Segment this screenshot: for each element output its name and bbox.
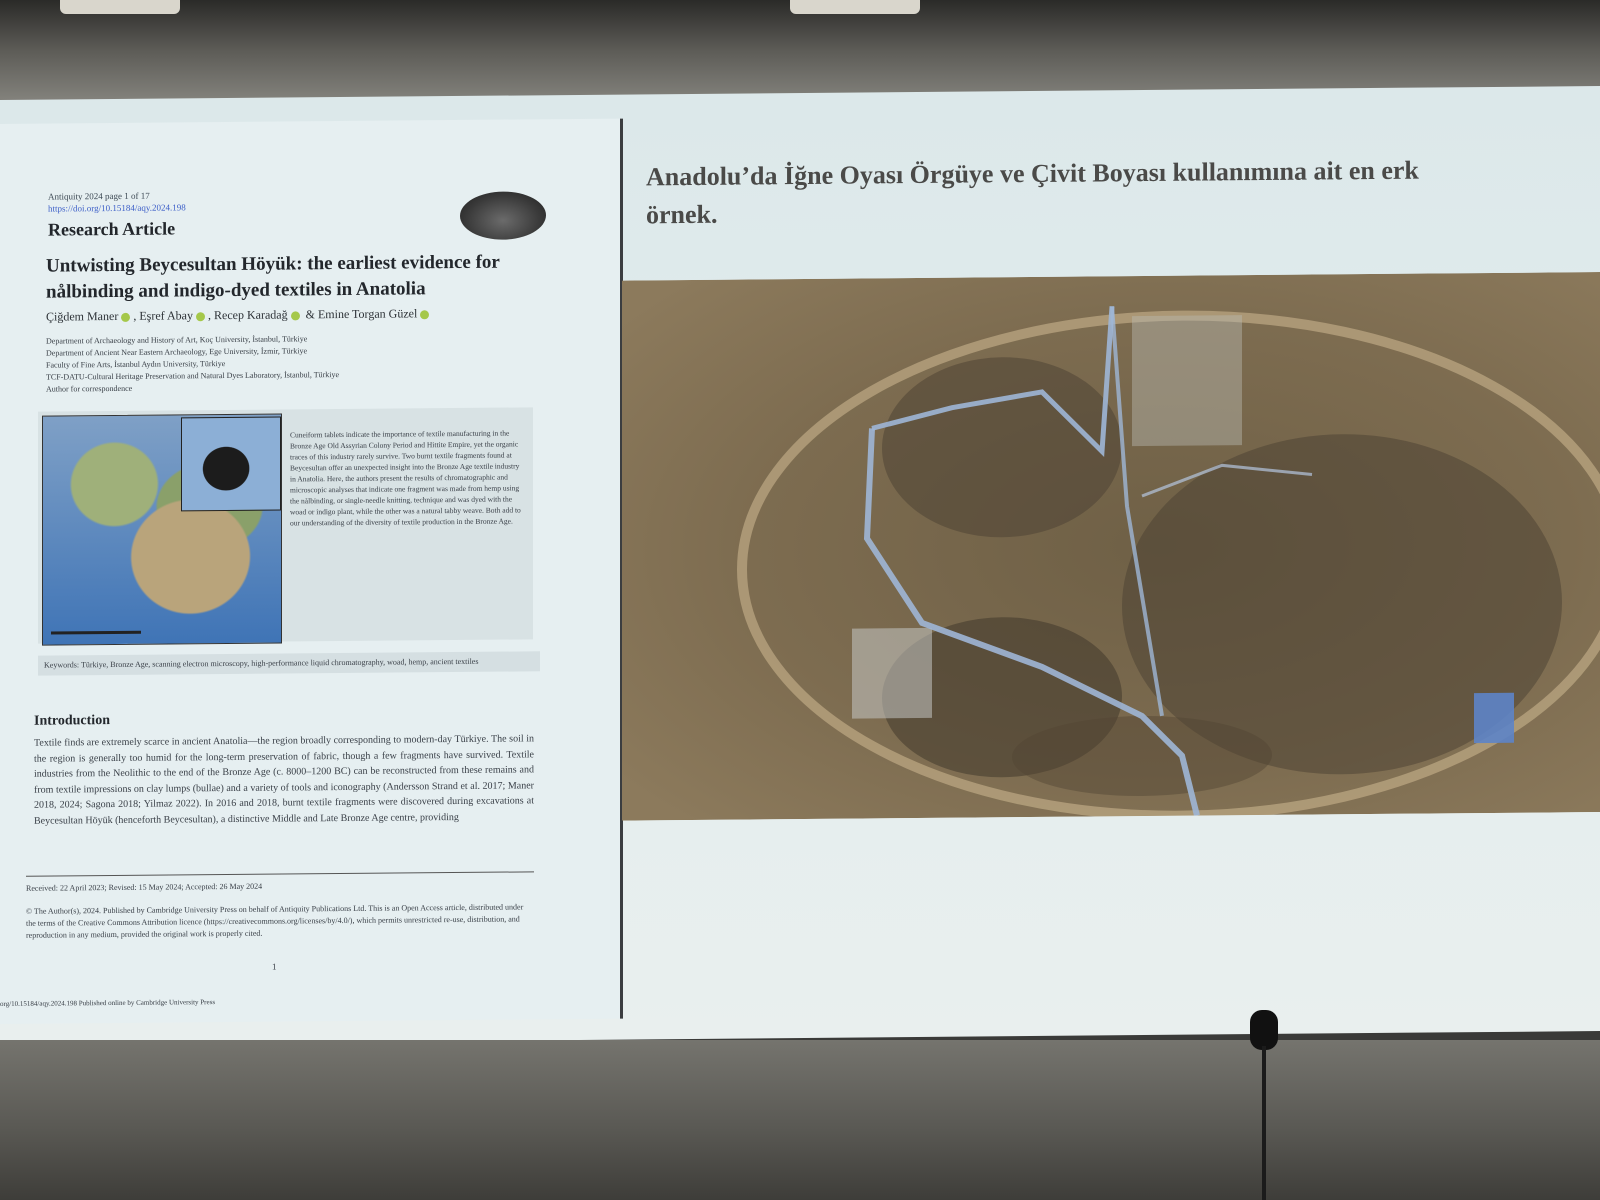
affiliation: Department of Ancient Near Eastern Archaeology, Ege University, İzmir, Türkiye xyxy=(46,346,308,358)
projection-screen xyxy=(0,86,1600,1045)
abstract-text: Cuneiform tablets indicate the importance of textile manufacturing in the Bronze Age Old Assyrian Colony Period and Hittite Empire, yet the organic traces of this industry rarely survive. Two burnt textile fragments found at Beycesultan offer an unexpected insight into the Bronze Age textile industry in Anatolia. Here, the authors present the results of chromatographic and microscopic analyses that indicate one fragment was made from hemp using the nålbinding, or single-needle knitting, technique and was dyed with the woad or indigo plant, while the other was a natural tabby weave. Both add to our understanding of the diversity of textile production in the Bronze Age. xyxy=(290,428,521,528)
map-inset xyxy=(181,417,281,512)
paper-page xyxy=(0,119,623,1024)
divider xyxy=(26,871,534,876)
affiliation: Faculty of Fine Arts, İstanbul Aydın University, Türkiye xyxy=(46,359,226,370)
slide-title xyxy=(646,150,1600,234)
intro-heading: Introduction xyxy=(34,713,110,729)
keywords: Keywords: Türkiye, Bronze Age, scanning electron microscopy, high-performance liquid chromatography, woad, hemp, ancient textiles xyxy=(38,651,540,675)
orcid-icon[interactable] xyxy=(420,310,429,319)
page-footer: org/10.15184/aqy.2024.198 Published online by Cambridge University Press xyxy=(0,998,216,1008)
author-list: Çiğdem Maner , Eşref Abay , Recep Karadağ & Emine Torgan Güzel xyxy=(46,306,432,324)
author-name: Çiğdem Maner xyxy=(46,308,119,324)
aerial-photo xyxy=(622,272,1600,821)
affiliation: Department of Archaeology and History of Art, Koç University, İstanbul, Türkiye xyxy=(46,334,308,346)
location-map xyxy=(42,414,282,646)
slide-title-line: örnek. xyxy=(646,199,718,230)
room-floor xyxy=(0,1040,1600,1200)
antiquity-logo xyxy=(460,191,546,240)
affiliation: TCF-DATU-Cultural Heritage Preservation and Natural Dyes Laboratory, İstanbul, Türkiye xyxy=(46,370,340,382)
license-text: © The Author(s), 2024. Published by Cambridge University Press on behalf of Antiquity Publications Ltd. This is an Open Access article, distributed under the terms of the Creative Commons Attribution licence (https://creativecommons.org/licenses/by/4.0/), which permits unrestricted re-use, distribution, and reproduction in any medium, provided the original work is properly cited. xyxy=(26,902,524,940)
orcid-icon[interactable] xyxy=(196,312,205,321)
article-dates: Received: 22 April 2023; Revised: 15 May 2024; Accepted: 26 May 2024 xyxy=(26,881,263,893)
paper-title: Untwisting Beycesultan Höyük: the earliest evidence for nålbinding and indigo-dyed textiles in Anatolia xyxy=(46,251,500,303)
slide-title-line: Anadolu’da İğne Oyası Örgüye ve Çivit Boyası kullanımına ait en erk xyxy=(646,155,1419,192)
ceiling-light xyxy=(60,0,180,14)
orcid-icon[interactable] xyxy=(291,311,300,320)
journal-line: Antiquity 2024 page 1 of 17 xyxy=(48,190,150,202)
author-name: Recep Karadağ xyxy=(213,307,288,323)
author-name: Eşref Abay xyxy=(139,308,193,323)
orcid-icon[interactable] xyxy=(121,313,130,322)
ceiling-light xyxy=(790,0,920,14)
affiliation-list xyxy=(46,331,526,395)
affiliation: Author for correspondence xyxy=(46,383,133,394)
microphone-stem xyxy=(1262,1046,1266,1200)
map-scale-bar xyxy=(51,631,141,635)
intro-text: Textile finds are extremely scarce in ancient Anatolia—the region broadly corresponding to modern-day Türkiye. The soil in the region is generally too humid for the long-term preservation of fabric, though a few fragments have survived. Textile industries from the Neolithic to the end of the Bronze Age (c. 8000–1200 BC) can be reconstructed from these remains and from textile impressions on clay lumps (bullae) and a variety of tools and iconography (Andersson Strand et al. 2017; Maner 2018, 2024; Sagona 2018; Yilmaz 2022). In 2016 and 2018, burnt textile fragments were discovered during excavations at Beycesultan Höyük (henceforth Beycesultan), a distinctive Middle and Late Bronze Age centre, providing xyxy=(34,733,534,827)
doi-link[interactable]: https://doi.org/10.15184/aqy.2024.198 xyxy=(48,202,186,214)
microphone xyxy=(1250,1010,1278,1050)
author-name: Emine Torgan Güzel xyxy=(317,306,418,322)
page-number: 1 xyxy=(272,961,277,972)
article-kind: Research Article xyxy=(48,218,176,240)
abstract-figure xyxy=(38,407,533,643)
